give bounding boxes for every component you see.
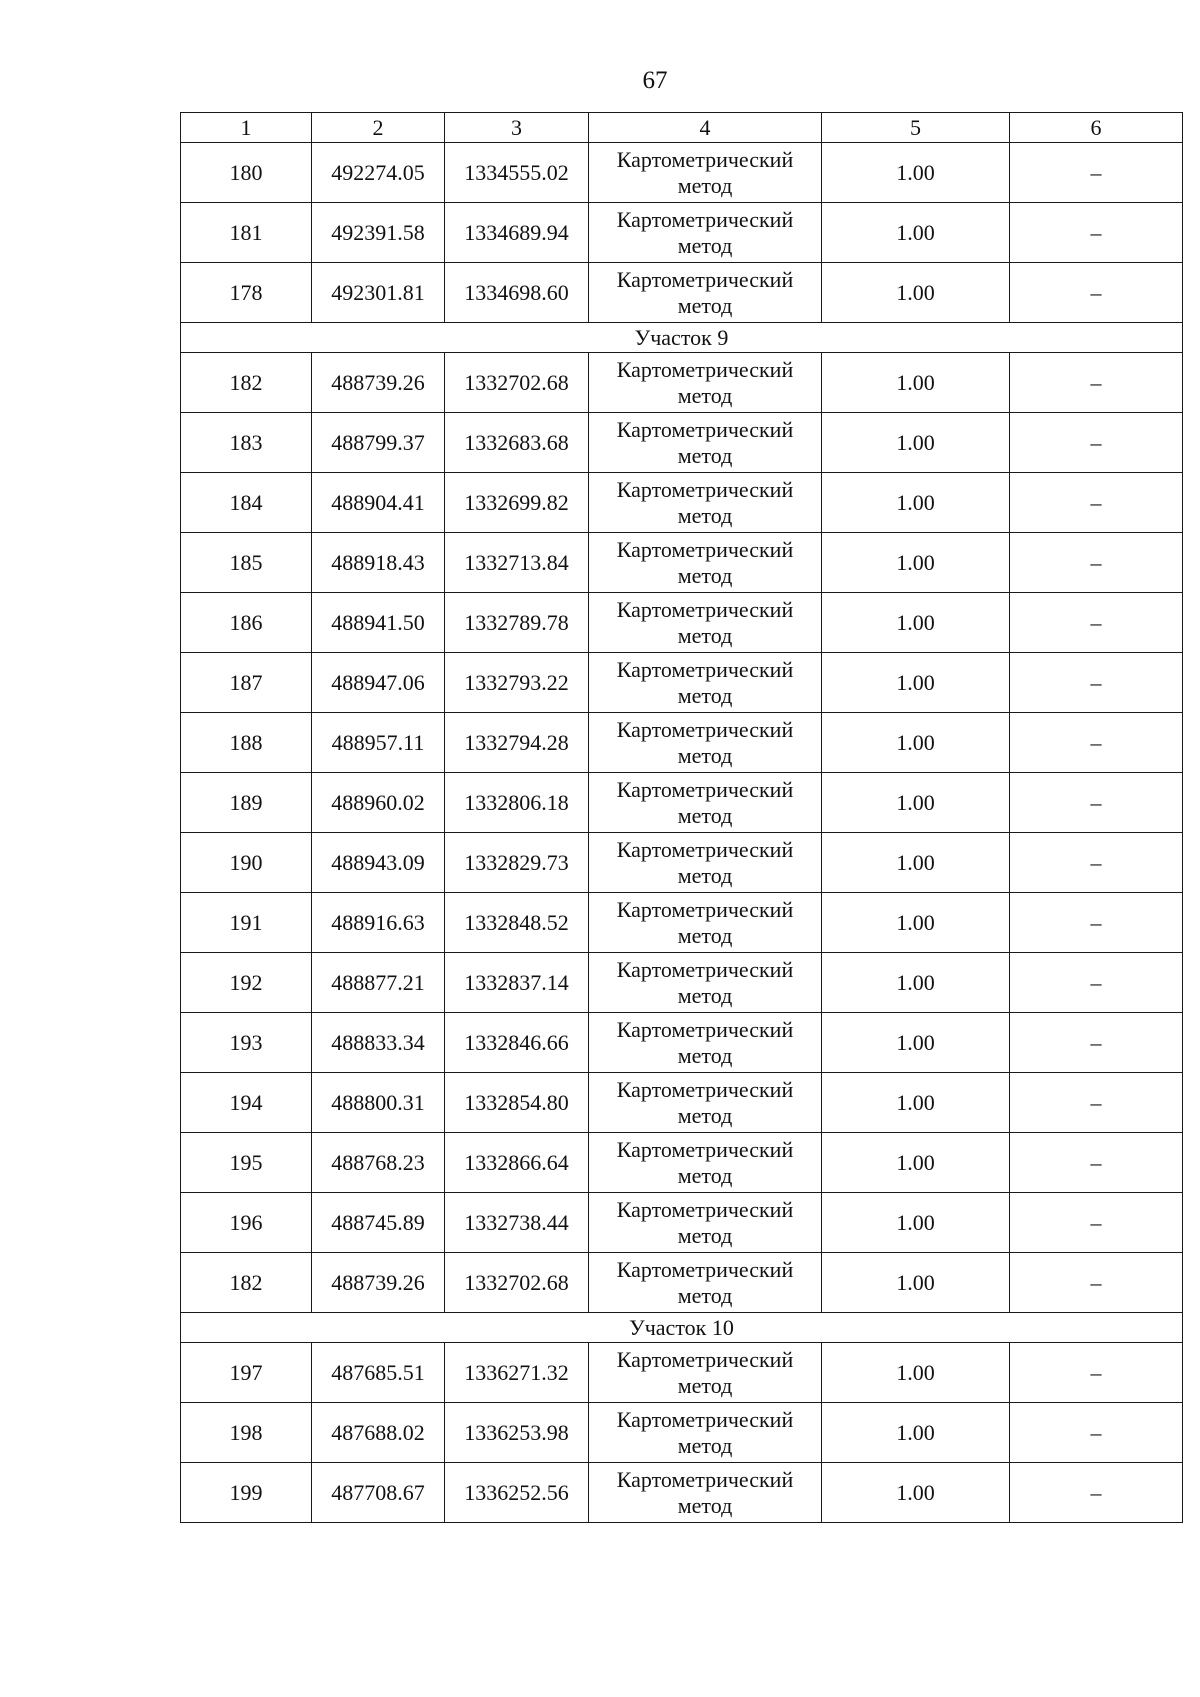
y-coordinate-cell: 1334698.60 (445, 263, 589, 323)
point-number-cell: 183 (181, 413, 312, 473)
y-coordinate-cell: 1332829.73 (445, 833, 589, 893)
note-cell: – (1010, 953, 1183, 1013)
table-row (181, 473, 1183, 533)
table-row (181, 1463, 1183, 1523)
x-coordinate-cell: 488739.26 (312, 1253, 445, 1313)
accuracy-cell: 1.00 (822, 1403, 1010, 1463)
table-row (181, 143, 1183, 203)
x-coordinate-cell: 488941.50 (312, 593, 445, 653)
method-cell: Картометрический метод (589, 1463, 822, 1523)
method-cell: Картометрический метод (589, 473, 822, 533)
table-row (181, 1013, 1183, 1073)
y-coordinate-cell: 1332848.52 (445, 893, 589, 953)
note-cell: – (1010, 1463, 1183, 1523)
accuracy-cell: 1.00 (822, 203, 1010, 263)
method-cell: Картометрический метод (589, 713, 822, 773)
method-cell: Картометрический метод (589, 1403, 822, 1463)
section-row (181, 323, 1183, 353)
table-row (181, 203, 1183, 263)
point-number-cell: 192 (181, 953, 312, 1013)
point-number-cell: 180 (181, 143, 312, 203)
y-coordinate-cell: 1332806.18 (445, 773, 589, 833)
point-number-cell: 185 (181, 533, 312, 593)
note-cell: – (1010, 1343, 1183, 1403)
method-cell: Картометрический метод (589, 1343, 822, 1403)
point-number-cell: 187 (181, 653, 312, 713)
accuracy-cell: 1.00 (822, 1193, 1010, 1253)
note-cell: – (1010, 893, 1183, 953)
accuracy-cell: 1.00 (822, 1013, 1010, 1073)
method-cell: Картометрический метод (589, 653, 822, 713)
method-cell: Картометрический метод (589, 1253, 822, 1313)
method-cell: Картометрический метод (589, 593, 822, 653)
note-cell: – (1010, 263, 1183, 323)
y-coordinate-cell: 1332702.68 (445, 1253, 589, 1313)
header-row (181, 113, 1183, 143)
y-coordinate-cell: 1332683.68 (445, 413, 589, 473)
column-header: 4 (589, 113, 822, 143)
table-row (181, 653, 1183, 713)
table-row (181, 263, 1183, 323)
point-number-cell: 189 (181, 773, 312, 833)
note-cell: – (1010, 773, 1183, 833)
column-header: 5 (822, 113, 1010, 143)
y-coordinate-cell: 1332702.68 (445, 353, 589, 413)
accuracy-cell: 1.00 (822, 593, 1010, 653)
x-coordinate-cell: 488745.89 (312, 1193, 445, 1253)
y-coordinate-cell: 1332854.80 (445, 1073, 589, 1133)
x-coordinate-cell: 492301.81 (312, 263, 445, 323)
table-body (181, 113, 1183, 1523)
table-row (181, 413, 1183, 473)
point-number-cell: 186 (181, 593, 312, 653)
note-cell: – (1010, 1193, 1183, 1253)
accuracy-cell: 1.00 (822, 473, 1010, 533)
accuracy-cell: 1.00 (822, 413, 1010, 473)
point-number-cell: 191 (181, 893, 312, 953)
column-header: 1 (181, 113, 312, 143)
point-number-cell: 195 (181, 1133, 312, 1193)
table-row (181, 953, 1183, 1013)
note-cell: – (1010, 353, 1183, 413)
table-row (181, 893, 1183, 953)
x-coordinate-cell: 488877.21 (312, 953, 445, 1013)
x-coordinate-cell: 488918.43 (312, 533, 445, 593)
method-cell: Картометрический метод (589, 893, 822, 953)
column-header: 6 (1010, 113, 1183, 143)
accuracy-cell: 1.00 (822, 653, 1010, 713)
y-coordinate-cell: 1332713.84 (445, 533, 589, 593)
y-coordinate-cell: 1332866.64 (445, 1133, 589, 1193)
y-coordinate-cell: 1334689.94 (445, 203, 589, 263)
accuracy-cell: 1.00 (822, 1343, 1010, 1403)
point-number-cell: 194 (181, 1073, 312, 1133)
method-cell: Картометрический метод (589, 1133, 822, 1193)
point-number-cell: 188 (181, 713, 312, 773)
y-coordinate-cell: 1336253.98 (445, 1403, 589, 1463)
method-cell: Картометрический метод (589, 773, 822, 833)
point-number-cell: 184 (181, 473, 312, 533)
y-coordinate-cell: 1336271.32 (445, 1343, 589, 1403)
note-cell: – (1010, 143, 1183, 203)
x-coordinate-cell: 488800.31 (312, 1073, 445, 1133)
table-row (181, 1073, 1183, 1133)
note-cell: – (1010, 533, 1183, 593)
y-coordinate-cell: 1334555.02 (445, 143, 589, 203)
point-number-cell: 181 (181, 203, 312, 263)
note-cell: – (1010, 833, 1183, 893)
y-coordinate-cell: 1336252.56 (445, 1463, 589, 1523)
x-coordinate-cell: 488943.09 (312, 833, 445, 893)
accuracy-cell: 1.00 (822, 1463, 1010, 1523)
method-cell: Картометрический метод (589, 263, 822, 323)
x-coordinate-cell: 488904.41 (312, 473, 445, 533)
table-row (181, 1253, 1183, 1313)
accuracy-cell: 1.00 (822, 1133, 1010, 1193)
table-row (181, 593, 1183, 653)
table-row (181, 1403, 1183, 1463)
table-row (181, 773, 1183, 833)
accuracy-cell: 1.00 (822, 773, 1010, 833)
accuracy-cell: 1.00 (822, 833, 1010, 893)
x-coordinate-cell: 488833.34 (312, 1013, 445, 1073)
method-cell: Картометрический метод (589, 203, 822, 263)
note-cell: – (1010, 1403, 1183, 1463)
accuracy-cell: 1.00 (822, 533, 1010, 593)
y-coordinate-cell: 1332794.28 (445, 713, 589, 773)
x-coordinate-cell: 488916.63 (312, 893, 445, 953)
y-coordinate-cell: 1332793.22 (445, 653, 589, 713)
coordinates-table (180, 112, 1183, 1523)
x-coordinate-cell: 488957.11 (312, 713, 445, 773)
column-header: 3 (445, 113, 589, 143)
x-coordinate-cell: 487688.02 (312, 1403, 445, 1463)
note-cell: – (1010, 1133, 1183, 1193)
x-coordinate-cell: 487685.51 (312, 1343, 445, 1403)
x-coordinate-cell: 488739.26 (312, 353, 445, 413)
accuracy-cell: 1.00 (822, 953, 1010, 1013)
accuracy-cell: 1.00 (822, 353, 1010, 413)
table-row (181, 1133, 1183, 1193)
method-cell: Картометрический метод (589, 1013, 822, 1073)
point-number-cell: 190 (181, 833, 312, 893)
method-cell: Картометрический метод (589, 833, 822, 893)
y-coordinate-cell: 1332789.78 (445, 593, 589, 653)
point-number-cell: 196 (181, 1193, 312, 1253)
method-cell: Картометрический метод (589, 143, 822, 203)
note-cell: – (1010, 1253, 1183, 1313)
x-coordinate-cell: 487708.67 (312, 1463, 445, 1523)
x-coordinate-cell: 492391.58 (312, 203, 445, 263)
table-row (181, 353, 1183, 413)
table-row (181, 1343, 1183, 1403)
x-coordinate-cell: 492274.05 (312, 143, 445, 203)
method-cell: Картометрический метод (589, 1073, 822, 1133)
method-cell: Картометрический метод (589, 533, 822, 593)
accuracy-cell: 1.00 (822, 1253, 1010, 1313)
x-coordinate-cell: 488768.23 (312, 1133, 445, 1193)
column-header: 2 (312, 113, 445, 143)
table-row (181, 713, 1183, 773)
method-cell: Картометрический метод (589, 413, 822, 473)
table-row (181, 833, 1183, 893)
accuracy-cell: 1.00 (822, 713, 1010, 773)
point-number-cell: 178 (181, 263, 312, 323)
note-cell: – (1010, 1013, 1183, 1073)
point-number-cell: 182 (181, 353, 312, 413)
method-cell: Картометрический метод (589, 953, 822, 1013)
y-coordinate-cell: 1332699.82 (445, 473, 589, 533)
table-row (181, 533, 1183, 593)
point-number-cell: 197 (181, 1343, 312, 1403)
table-row (181, 1193, 1183, 1253)
y-coordinate-cell: 1332846.66 (445, 1013, 589, 1073)
note-cell: – (1010, 593, 1183, 653)
section-row (181, 1313, 1183, 1343)
point-number-cell: 182 (181, 1253, 312, 1313)
note-cell: – (1010, 713, 1183, 773)
x-coordinate-cell: 488960.02 (312, 773, 445, 833)
section-title: Участок 10 (181, 1313, 1183, 1343)
accuracy-cell: 1.00 (822, 143, 1010, 203)
method-cell: Картометрический метод (589, 1193, 822, 1253)
accuracy-cell: 1.00 (822, 893, 1010, 953)
note-cell: – (1010, 653, 1183, 713)
note-cell: – (1010, 203, 1183, 263)
accuracy-cell: 1.00 (822, 1073, 1010, 1133)
accuracy-cell: 1.00 (822, 263, 1010, 323)
page-number: 67 (642, 67, 668, 94)
method-cell: Картометрический метод (589, 353, 822, 413)
point-number-cell: 193 (181, 1013, 312, 1073)
x-coordinate-cell: 488799.37 (312, 413, 445, 473)
y-coordinate-cell: 1332837.14 (445, 953, 589, 1013)
note-cell: – (1010, 413, 1183, 473)
note-cell: – (1010, 1073, 1183, 1133)
y-coordinate-cell: 1332738.44 (445, 1193, 589, 1253)
point-number-cell: 199 (181, 1463, 312, 1523)
point-number-cell: 198 (181, 1403, 312, 1463)
x-coordinate-cell: 488947.06 (312, 653, 445, 713)
section-title: Участок 9 (181, 323, 1183, 353)
note-cell: – (1010, 473, 1183, 533)
